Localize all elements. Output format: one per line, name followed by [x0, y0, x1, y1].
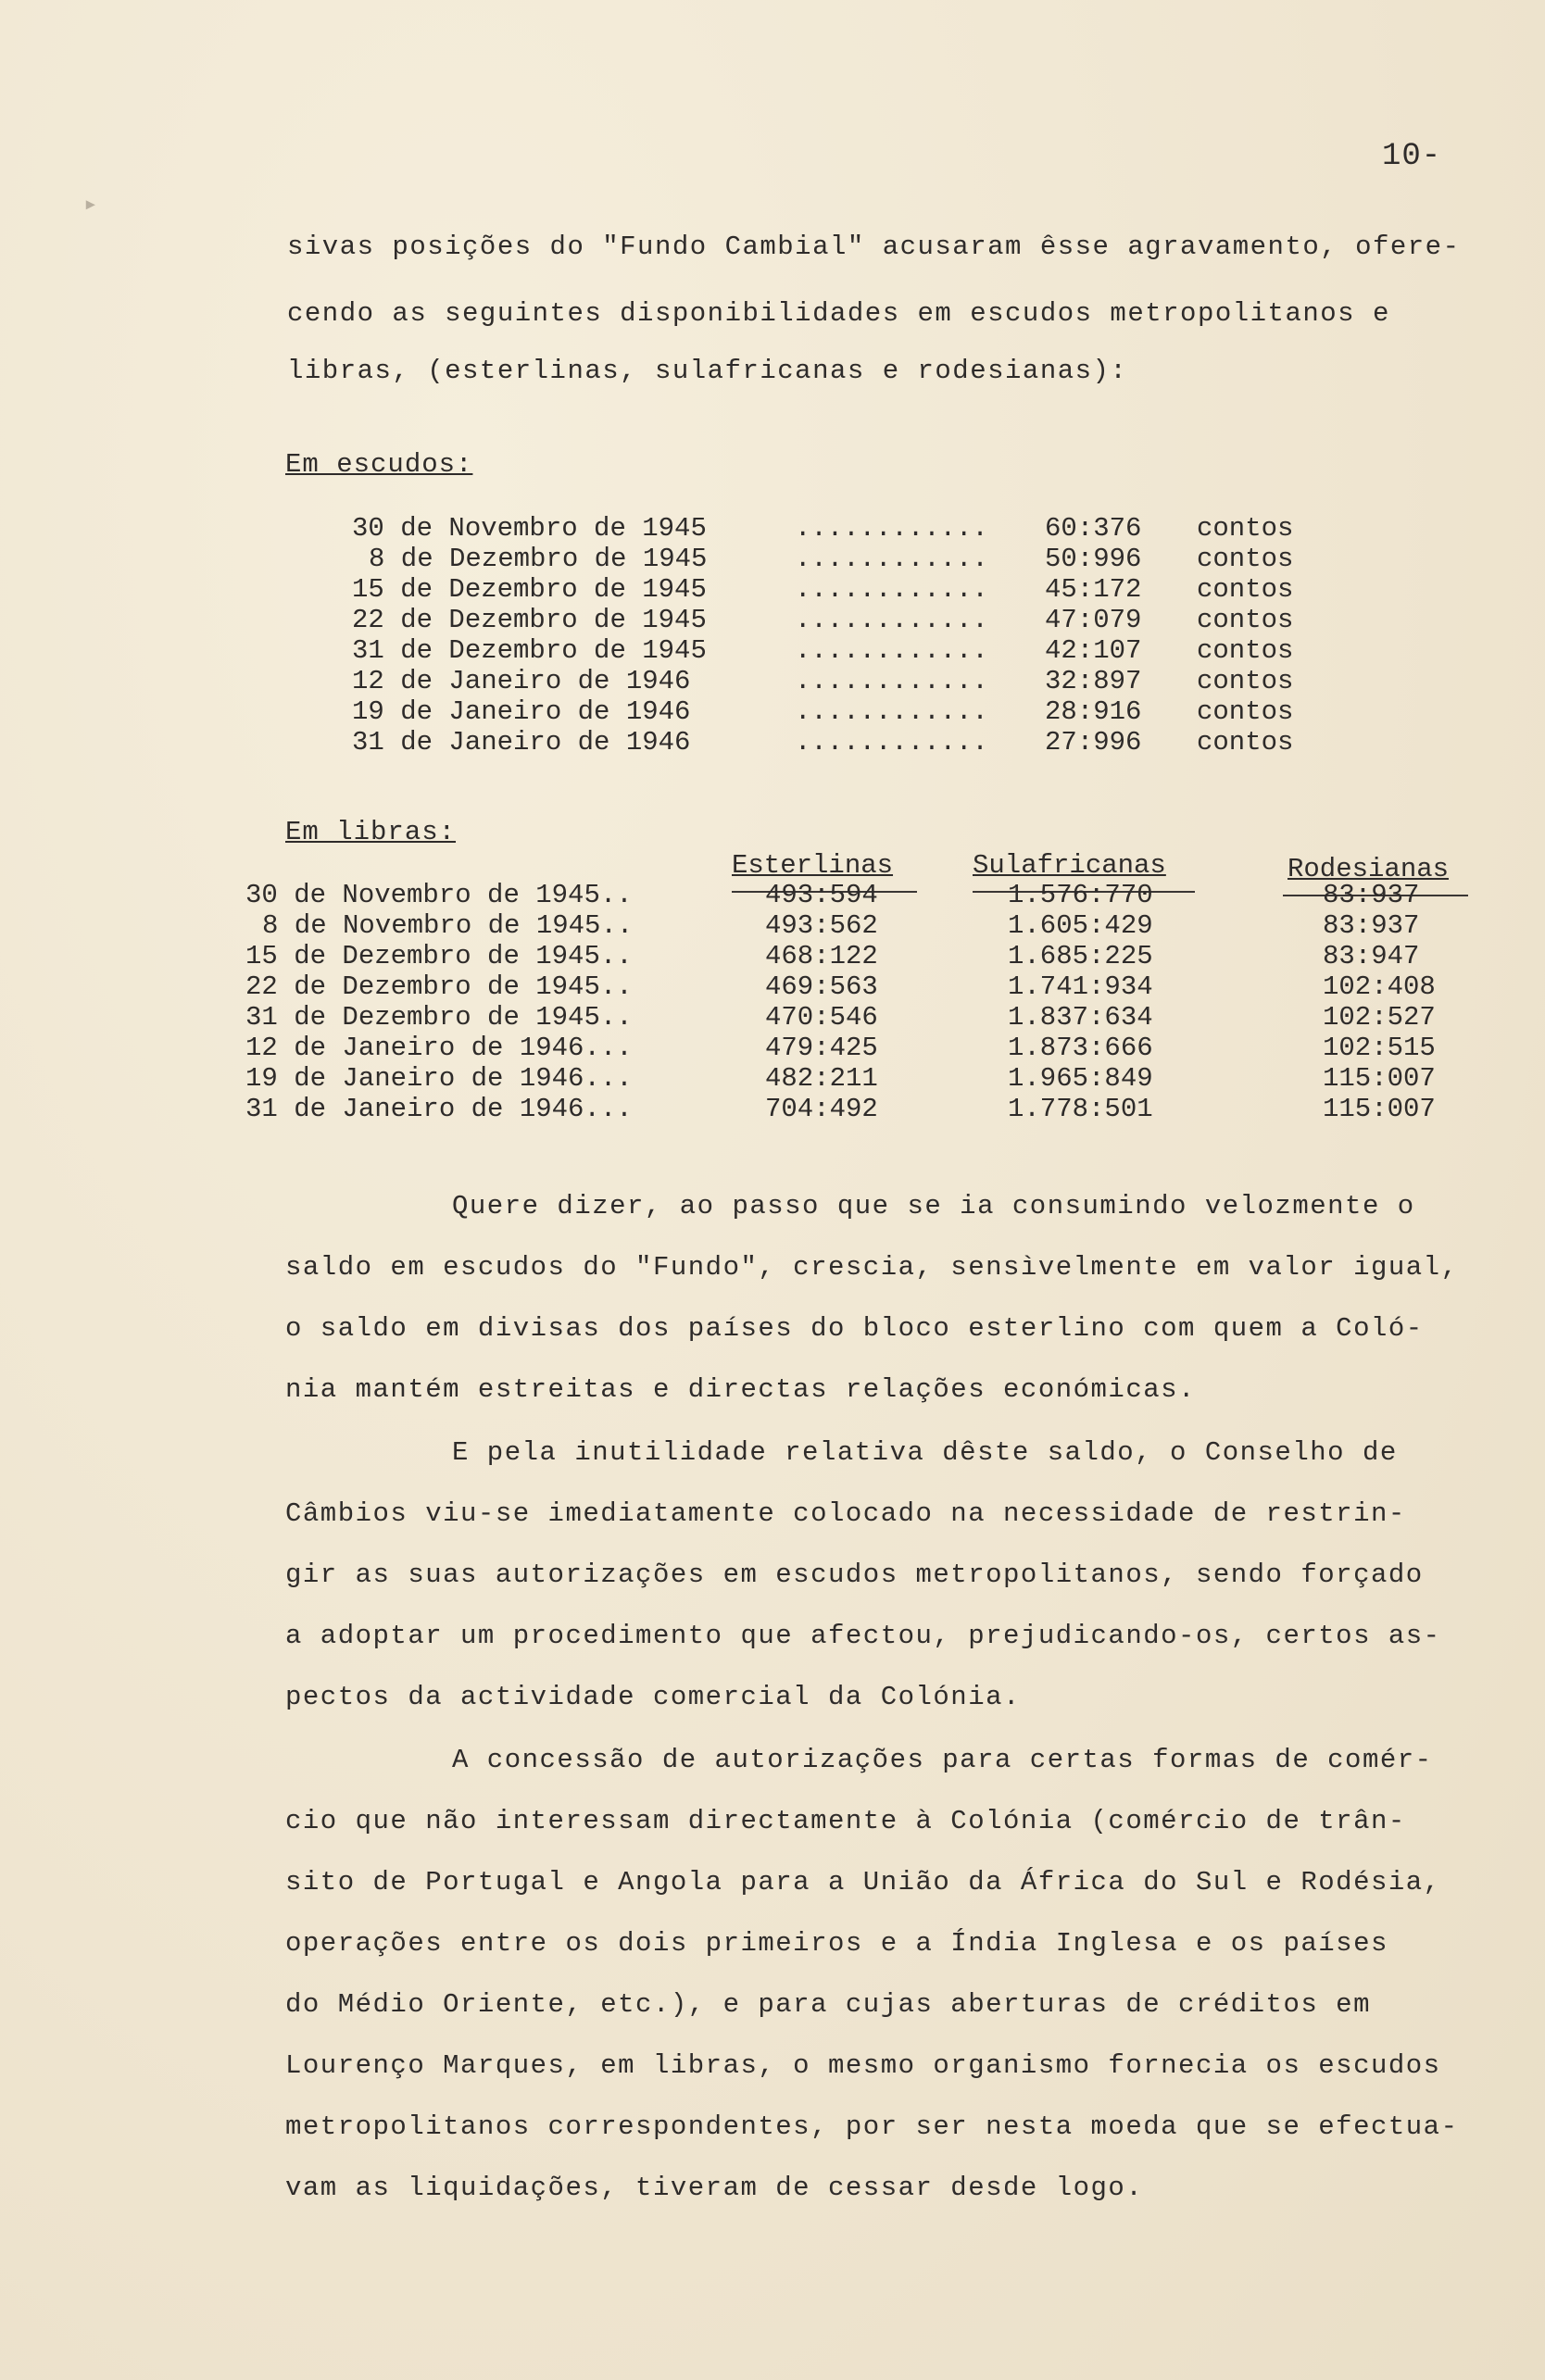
body-line: Quere dizer, ao passo que se ia consumindo velozmente o	[452, 1191, 1415, 1221]
leader-dots: ............	[795, 574, 988, 605]
margin-mark: ▸	[83, 191, 98, 219]
body-line: cio que não interessam directamente à Colónia (comércio de trân-	[285, 1806, 1406, 1836]
body-line: a adoptar um procedimento que afectou, prejudicando-os, certos as-	[285, 1621, 1441, 1651]
body-line: o saldo em divisas dos países do bloco esterlino com quem a Coló-	[285, 1313, 1424, 1344]
sulafricanas-value: 1.837:634	[1008, 1002, 1153, 1033]
body-line: saldo em escudos do "Fundo", crescia, sensìvelmente em valor igual,	[285, 1252, 1459, 1283]
intro-line: cendo as seguintes disponibilidades em escudos metropolitanos e	[287, 298, 1390, 329]
sulafricanas-value: 1.685:225	[1008, 941, 1153, 971]
sulafricanas-value: 1.576:770	[1008, 880, 1153, 910]
leader-dots: ............	[795, 635, 988, 666]
rodesianas-value: 102:527	[1323, 1002, 1436, 1033]
body-line: E pela inutilidade relativa dêste saldo, o Conselho de	[452, 1437, 1398, 1468]
libras-date: 22 de Dezembro de 1945..	[245, 971, 633, 1002]
escudos-unit: contos	[1197, 727, 1294, 758]
esterlinas-value: 469:563	[765, 971, 878, 1002]
escudos-value: 50:996	[1045, 544, 1142, 574]
escudos-unit: contos	[1197, 544, 1294, 574]
esterlinas-value: 704:492	[765, 1094, 878, 1124]
body-line: operações entre os dois primeiros e a Índia Inglesa e os países	[285, 1928, 1388, 1959]
escudos-unit: contos	[1197, 513, 1294, 544]
escudos-heading: Em escudos:	[285, 449, 473, 480]
escudos-unit: contos	[1197, 696, 1294, 727]
esterlinas-value: 468:122	[765, 941, 878, 971]
column-header-esterlinas: Esterlinas	[732, 850, 894, 881]
escudos-unit: contos	[1197, 605, 1294, 635]
body-line: gir as suas autorizações em escudos metropolitanos, sendo forçado	[285, 1560, 1424, 1590]
escudos-date: 30 de Novembro de 1945	[352, 513, 707, 544]
rodesianas-value: 102:408	[1323, 971, 1436, 1002]
body-line: sito de Portugal e Angola para a União da África do Sul e Rodésia,	[285, 1867, 1441, 1898]
escudos-value: 28:916	[1045, 696, 1142, 727]
sulafricanas-value: 1.873:666	[1008, 1033, 1153, 1063]
escudos-date: 15 de Dezembro de 1945	[352, 574, 707, 605]
body-line: do Médio Oriente, etc.), e para cujas aberturas de créditos em	[285, 1989, 1371, 2020]
rodesianas-value: 115:007	[1323, 1094, 1436, 1124]
leader-dots: ............	[795, 513, 988, 544]
leader-dots: ............	[795, 605, 988, 635]
libras-date: 19 de Janeiro de 1946...	[245, 1063, 633, 1094]
body-line: Câmbios viu-se imediatamente colocado na necessidade de restrin-	[285, 1498, 1406, 1529]
sulafricanas-value: 1.605:429	[1008, 910, 1153, 941]
body-line: A concessão de autorizações para certas formas de comér-	[452, 1745, 1433, 1775]
escudos-unit: contos	[1197, 574, 1294, 605]
libras-date: 30 de Novembro de 1945..	[245, 880, 633, 910]
rodesianas-value: 83:937	[1323, 880, 1420, 910]
escudos-date: 22 de Dezembro de 1945	[352, 605, 707, 635]
libras-heading: Em libras:	[285, 817, 457, 847]
page-number: 10-	[1382, 139, 1442, 174]
sulafricanas-value: 1.778:501	[1008, 1094, 1153, 1124]
sulafricanas-value: 1.965:849	[1008, 1063, 1153, 1094]
esterlinas-value: 470:546	[765, 1002, 878, 1033]
esterlinas-value: 479:425	[765, 1033, 878, 1063]
body-line: nia mantém estreitas e directas relações económicas.	[285, 1374, 1196, 1405]
libras-date: 8 de Novembro de 1945..	[262, 910, 634, 941]
leader-dots: ............	[795, 696, 988, 727]
leader-dots: ............	[795, 544, 988, 574]
escudos-value: 45:172	[1045, 574, 1142, 605]
escudos-date: 8 de Dezembro de 1945	[369, 544, 708, 574]
sulafricanas-value: 1.741:934	[1008, 971, 1153, 1002]
esterlinas-value: 493:594	[765, 880, 878, 910]
rodesianas-value: 102:515	[1323, 1033, 1436, 1063]
escudos-value: 32:897	[1045, 666, 1142, 696]
body-line: metropolitanos correspondentes, por ser nesta moeda que se efectua-	[285, 2111, 1459, 2142]
rodesianas-value: 115:007	[1323, 1063, 1436, 1094]
escudos-date: 12 de Janeiro de 1946	[352, 666, 691, 696]
escudos-value: 42:107	[1045, 635, 1142, 666]
leader-dots: ............	[795, 727, 988, 758]
escudos-unit: contos	[1197, 666, 1294, 696]
esterlinas-value: 482:211	[765, 1063, 878, 1094]
escudos-value: 60:376	[1045, 513, 1142, 544]
escudos-date: 31 de Janeiro de 1946	[352, 727, 691, 758]
column-header-rodesianas: Rodesianas	[1288, 854, 1450, 884]
libras-date: 12 de Janeiro de 1946...	[245, 1033, 633, 1063]
libras-date: 31 de Janeiro de 1946...	[245, 1094, 633, 1124]
rodesianas-value: 83:937	[1323, 910, 1420, 941]
rodesianas-value: 83:947	[1323, 941, 1420, 971]
body-line: pectos da actividade comercial da Colónia.	[285, 1682, 1021, 1712]
escudos-date: 19 de Janeiro de 1946	[352, 696, 691, 727]
escudos-unit: contos	[1197, 635, 1294, 666]
intro-line: sivas posições do "Fundo Cambial" acusaram êsse agravamento, ofere-	[287, 232, 1461, 262]
escudos-value: 47:079	[1045, 605, 1142, 635]
escudos-date: 31 de Dezembro de 1945	[352, 635, 707, 666]
body-line: vam as liquidações, tiveram de cessar desde logo.	[285, 2173, 1144, 2203]
intro-line: libras, (esterlinas, sulafricanas e rodesianas):	[287, 356, 1128, 386]
libras-date: 31 de Dezembro de 1945..	[245, 1002, 633, 1033]
libras-date: 15 de Dezembro de 1945..	[245, 941, 633, 971]
column-header-sulafricanas: Sulafricanas	[973, 850, 1166, 881]
esterlinas-value: 493:562	[765, 910, 878, 941]
body-line: Lourenço Marques, em libras, o mesmo organismo fornecia os escudos	[285, 2050, 1441, 2081]
leader-dots: ............	[795, 666, 988, 696]
escudos-value: 27:996	[1045, 727, 1142, 758]
